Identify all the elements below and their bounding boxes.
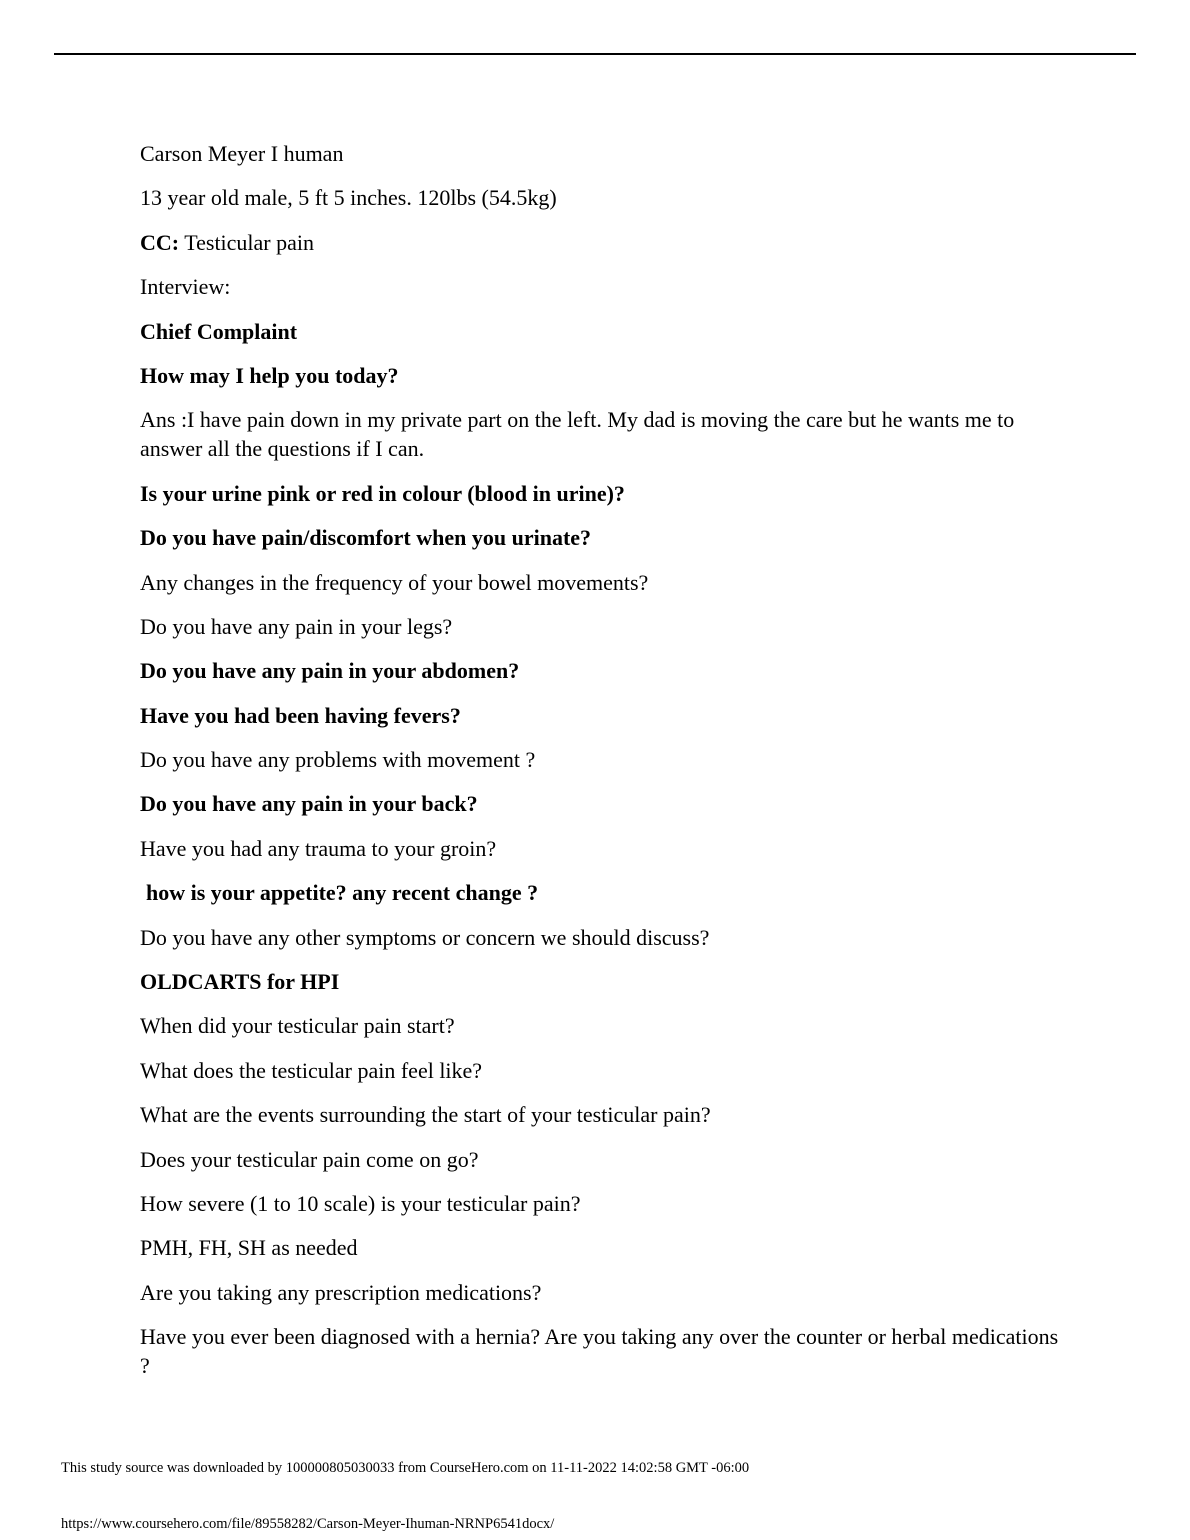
question-bowel: Any changes in the frequency of your bowel movements? (140, 569, 649, 595)
question-abdomen: Do you have any pain in your abdomen? (140, 658, 520, 684)
question-events: What are the events surrounding the start of your testicular pain? (140, 1102, 711, 1128)
question-other: Do you have any other symptoms or concern we should discuss? (140, 924, 710, 950)
document-body (140, 139, 1060, 1396)
question-back: Do you have any pain in your back? (140, 791, 478, 817)
chief-complaint-line (140, 228, 1060, 257)
question-movement: Do you have any problems with movement ? (140, 747, 536, 773)
download-source-note: This study source was downloaded by 100000805030033 from CourseHero.com on 11-11-2022 14:02:58 GMT -06:00 (61, 1460, 750, 1476)
question-start: When did your testicular pain start? (140, 1013, 455, 1039)
header-rule (54, 53, 1136, 55)
question-fevers: Have you had been having fevers? (140, 702, 461, 728)
patient-name: Carson Meyer I human (140, 141, 344, 166)
question-help: How may I help you today? (140, 362, 399, 388)
question-feel: What does the testicular pain feel like? (140, 1057, 483, 1083)
question-legs: Do you have any pain in your legs? (140, 613, 453, 639)
patient-demographics: 13 year old male, 5 ft 5 inches. 120lbs (54.5kg) (140, 185, 557, 211)
question-urine-color: Is your urine pink or red in colour (blood in urine)? (140, 480, 625, 506)
hpi-heading: OLDCARTS for HPI (140, 969, 340, 995)
history-heading: PMH, FH, SH as needed (140, 1235, 358, 1261)
question-meds: Are you taking any prescription medications? (140, 1279, 542, 1305)
question-trauma: Have you had any trauma to your groin? (140, 835, 497, 861)
interview-label: Interview: (140, 274, 231, 300)
question-severity: How severe (1 to 10 scale) is your testicular pain? (140, 1190, 581, 1216)
question-hernia-otc: Have you ever been diagnosed with a hernia? Are you taking any over the counter or herbal medications ? (140, 1324, 1059, 1379)
cc-value: Testicular pain (179, 229, 315, 255)
source-url: https://www.coursehero.com/file/89558282/Carson-Meyer-Ihuman-NRNP6541docx/ (61, 1516, 555, 1532)
answer-text: Ans :I have pain down in my private part on the left. My dad is moving the care but he wants me to answer all the questions if I can. (140, 407, 1015, 462)
question-urinate-pain: Do you have pain/discomfort when you urinate? (140, 525, 592, 551)
chief-complaint-heading: Chief Complaint (140, 318, 298, 344)
cc-label: CC: (140, 229, 180, 255)
question-appetite: how is your appetite? any recent change ? (146, 880, 539, 906)
question-come-go: Does your testicular pain come on go? (140, 1146, 479, 1172)
